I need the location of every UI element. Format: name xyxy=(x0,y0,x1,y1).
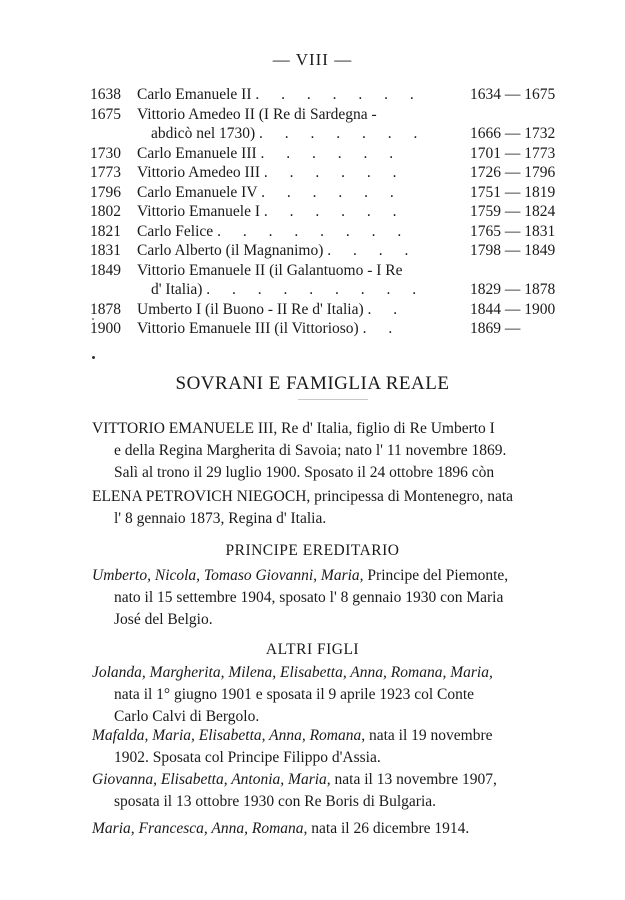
reign-name: Carlo Felice . . . . . . . . xyxy=(137,222,411,240)
reign-name: d' Italia) . . . . . . . . . xyxy=(151,281,426,298)
child-line: Mafalda, Maria, Elisabetta, Anna, Romana, nata il 19 novembre xyxy=(92,727,493,744)
reign-row xyxy=(90,85,570,105)
reign-span xyxy=(470,105,570,125)
reign-name: abdicò nel 1730) . . . . . . . xyxy=(151,125,427,142)
reign-name: Umberto I (il Buono - II Re d' Italia) . . xyxy=(137,300,407,318)
reign-year: 1900 xyxy=(90,320,121,337)
reign-span: 1798 — 1849 xyxy=(470,242,556,259)
king-line: Salì al trono il 29 luglio 1900. Sposato il 24 ottobre 1896 còn xyxy=(114,464,495,481)
reign-name: Carlo Alberto (il Magnanimo) . . . . xyxy=(137,242,418,259)
reign-name: Carlo Emanuele IV . . . . . . xyxy=(137,183,403,201)
reign-name: Vittorio Amedeo III . . . . . . xyxy=(137,164,406,181)
child-names: Mafalda, Maria, Elisabetta, Anna, Romana, xyxy=(92,727,366,744)
king-entry xyxy=(92,418,562,484)
child-line: nata il 1° giugno 1901 e sposata il 9 aprile 1923 col Conte xyxy=(114,686,475,703)
reign-year: 1796 xyxy=(90,183,121,201)
reign-year: 1802 xyxy=(90,203,121,220)
reign-name: Vittorio Emanuele II (il Galantuomo - I Re xyxy=(137,261,403,279)
reign-name: Carlo Emanuele II . . . . . . . xyxy=(137,86,423,103)
reign-span: 1726 — 1796 xyxy=(470,164,556,181)
reign-row xyxy=(90,261,570,281)
reign-span: 1765 — 1831 xyxy=(470,222,556,240)
child-names: Jolanda, Margherita, Milena, Elisabetta, Anna, Romana, Maria, xyxy=(92,664,493,681)
reign-year: 1849 xyxy=(90,261,121,279)
reign-row xyxy=(90,124,570,144)
reign-year xyxy=(90,280,137,300)
king-line: e della Regina Margherita di Savoia; nato l' 11 novembre 1869. xyxy=(114,442,507,459)
child-names: Maria, Francesca, Anna, Romana, xyxy=(92,820,308,837)
reign-year: 1878 xyxy=(90,300,121,318)
heir-entry xyxy=(92,565,562,631)
reign-table xyxy=(90,85,570,339)
reign-name: Vittorio Amedeo II (I Re di Sardegna - xyxy=(137,105,377,123)
heir-line: nato il 15 settembre 1904, sposato l' 8 gennaio 1930 con Maria xyxy=(114,589,504,606)
child-names: Giovanna, Elisabetta, Antonia, Maria, xyxy=(92,771,331,788)
heir-names: Umberto, Nicola, Tomaso Giovanni, Maria, xyxy=(92,567,364,584)
child-line: 1902. Sposata col Principe Filippo d'Assia. xyxy=(114,749,381,766)
child-line: Maria, Francesca, Anna, Romana, nata il 26 dicembre 1914. xyxy=(92,820,470,837)
section-title: SOVRANI E FAMIGLIA REALE xyxy=(175,373,450,394)
child-entry-mafalda xyxy=(92,725,562,769)
reign-row xyxy=(90,163,570,183)
print-speck xyxy=(92,318,94,320)
reign-span: 1844 — 1900 xyxy=(470,300,556,318)
reign-row xyxy=(90,183,570,203)
reign-row xyxy=(90,202,570,222)
title-rule xyxy=(298,399,368,400)
reign-year: 1730 xyxy=(90,144,121,162)
page-number: — VIII — xyxy=(272,50,353,69)
reign-span: 1666 — 1732 xyxy=(470,125,556,142)
reign-span: 1829 — 1878 xyxy=(470,281,556,298)
reign-name: Vittorio Emanuele I . . . . . . xyxy=(137,203,406,220)
child-line: sposata il 13 ottobre 1930 con Re Boris di Bulgaria. xyxy=(114,793,437,810)
reign-year: 1675 xyxy=(90,105,121,123)
child-line: Carlo Calvi di Bergolo. xyxy=(114,708,260,725)
reign-year: 1831 xyxy=(90,242,121,259)
reign-span xyxy=(470,261,570,281)
children-heading: ALTRI FIGLI xyxy=(265,641,360,658)
reign-span: 1869 — xyxy=(470,320,521,337)
reign-span: 1634 — 1675 xyxy=(470,86,556,103)
print-speck xyxy=(92,356,95,359)
reign-row xyxy=(90,280,570,300)
child-entry-giovanna xyxy=(92,769,562,813)
child-line: Giovanna, Elisabetta, Antonia, Maria, nata il 13 novembre 1907, xyxy=(92,771,497,788)
reign-span: 1701 — 1773 xyxy=(470,144,556,162)
reign-span: 1759 — 1824 xyxy=(470,203,556,220)
reign-row xyxy=(90,319,570,339)
reign-year xyxy=(90,124,137,144)
child-entry-jolanda xyxy=(92,662,562,728)
reign-row xyxy=(90,241,570,261)
reign-year: 1821 xyxy=(90,222,121,240)
reign-year: 1638 xyxy=(90,86,121,103)
reign-name: Carlo Emanuele III . . . . . . xyxy=(137,144,403,162)
heir-line: José del Belgio. xyxy=(114,611,213,628)
heir-heading: PRINCIPE EREDITARIO xyxy=(225,542,400,559)
reign-row xyxy=(90,300,570,320)
reign-span: 1751 — 1819 xyxy=(470,183,556,201)
heir-line: Umberto, Nicola, Tomaso Giovanni, Maria, Principe del Piemonte, xyxy=(92,567,509,584)
queen-line: l' 8 gennaio 1873, Regina d' Italia. xyxy=(114,510,327,527)
reign-name: Vittorio Emanuele III (il Vittorioso) . . xyxy=(137,320,402,337)
reign-row xyxy=(90,144,570,164)
child-entry-maria xyxy=(92,818,562,840)
reign-year: 1773 xyxy=(90,164,121,181)
queen-entry xyxy=(92,486,562,530)
reign-row xyxy=(90,105,570,125)
queen-line: ELENA PETROVICH NIEGOCH, principessa di Montenegro, nata xyxy=(92,488,514,505)
reign-row xyxy=(90,222,570,242)
king-line: VITTORIO EMANUELE III, Re d' Italia, figlio di Re Umberto I xyxy=(92,420,495,437)
